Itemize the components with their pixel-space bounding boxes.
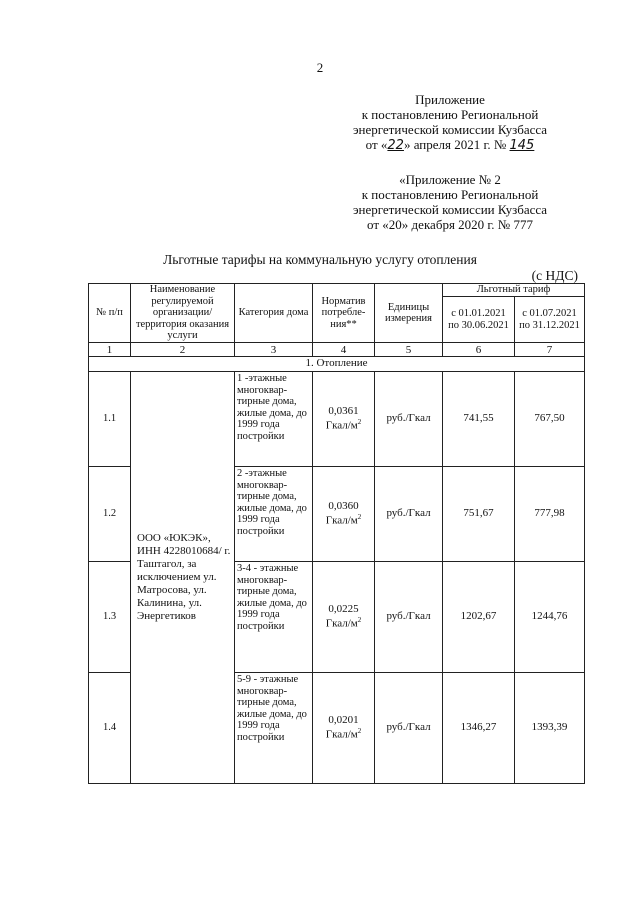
- tariff-period-2: 1393,39: [515, 673, 585, 784]
- unit-cell: руб./Гкал: [375, 467, 443, 562]
- tariff-period-1: 741,55: [443, 372, 515, 467]
- column-number: 5: [375, 343, 443, 357]
- norm-unit: Гкал/м: [325, 617, 358, 630]
- page-number: 2: [316, 60, 324, 75]
- annex2-line-3: энергетической комиссии Кузбасса: [352, 202, 548, 217]
- norm-unit: Гкал/м: [325, 419, 358, 432]
- annex-line-2: к постановлению Региональной: [361, 107, 539, 122]
- annex-line-3: энергетической комиссии Кузбасса: [352, 122, 548, 137]
- header-org: Наименование регулируемой организации/ территория оказания услуги: [131, 284, 235, 343]
- annex-date-mid: » апреля 2021 г. №: [403, 137, 507, 152]
- column-number: 6: [443, 343, 515, 357]
- norm-unit: Гкал/м: [325, 728, 358, 741]
- vat-note: (с НДС): [531, 268, 578, 283]
- section-row: [89, 357, 585, 372]
- unit-cell: руб./Гкал: [375, 562, 443, 673]
- annex2-line-2: к постановлению Региональной: [361, 187, 539, 202]
- column-number: 4: [313, 343, 375, 357]
- annex-line-1: Приложение: [415, 92, 485, 107]
- header-period-1: с 01.01.2021 по 30.06.2021: [443, 297, 515, 343]
- header-tariff-group: Льготный тариф: [443, 284, 585, 297]
- norm-value: 0,0360: [328, 499, 359, 512]
- norm-cell: 0,0201 Гкал/$м^2$: [313, 673, 375, 784]
- header-num: № п/п: [89, 284, 131, 343]
- norm-value: 0,0201: [328, 713, 359, 726]
- category-cell: 1 -этажные многоквар-тирные дома, жилые дома, до 1999 года постройки: [235, 372, 313, 467]
- norm-unit: Гкал/м: [325, 514, 358, 527]
- column-number: 2: [131, 343, 235, 357]
- document-title: Льготные тарифы на коммунальную услугу отопления: [163, 252, 477, 267]
- unit-cell: руб./Гкал: [375, 372, 443, 467]
- tariff-period-2: 777,98: [515, 467, 585, 562]
- norm-cell: 0,0225 Гкал/$м^2$: [313, 562, 375, 673]
- tariff-period-1: 751,67: [443, 467, 515, 562]
- section-title: 1. Отопление: [89, 357, 585, 372]
- annex2-line-1: «Приложение № 2: [399, 172, 501, 187]
- norm-cell: 0,0360 Гкал/$м^2$: [313, 467, 375, 562]
- tariff-table: [88, 283, 585, 784]
- tariff-period-2: 767,50: [515, 372, 585, 467]
- row-num: 1.2: [89, 467, 131, 562]
- annex2-header: [320, 172, 580, 232]
- annex-date-day: 22: [387, 138, 404, 153]
- row-num: 1.1: [89, 372, 131, 467]
- annex-date-number: 145: [509, 138, 535, 153]
- column-number: 1: [89, 343, 131, 357]
- tariff-period-1: 1202,67: [443, 562, 515, 673]
- norm-cell: 0,0361 Гкал/$м^2$: [313, 372, 375, 467]
- annex-date-prefix: от «: [365, 137, 388, 152]
- row-num: 1.4: [89, 673, 131, 784]
- header-units: Единицы измерения: [375, 284, 443, 343]
- tariff-period-1: 1346,27: [443, 673, 515, 784]
- organization-cell: ООО «ЮКЭК», ИНН 4228010684/ г. Таштагол, за исключением ул. Матросова, ул. Калинина, ул. Энергетиков: [131, 372, 235, 784]
- category-cell: 3-4 - этажные многоквар-тирные дома, жилые дома, до 1999 года постройки: [235, 562, 313, 673]
- column-number: 7: [515, 343, 585, 357]
- column-number-row: [89, 343, 585, 357]
- annex-date-line: [320, 137, 580, 153]
- annex-header: [320, 92, 580, 153]
- column-number: 3: [235, 343, 313, 357]
- row-num: 1.3: [89, 562, 131, 673]
- table-row: [89, 372, 585, 467]
- norm-value: 0,0225: [328, 602, 359, 615]
- header-category: Категория дома: [235, 284, 313, 343]
- annex2-line-4: от «20» декабря 2020 г. № 777: [367, 217, 533, 232]
- header-norm: Норматив потребле-ния**: [313, 284, 375, 343]
- header-period-2: с 01.07.2021 по 31.12.2021: [515, 297, 585, 343]
- unit-cell: руб./Гкал: [375, 673, 443, 784]
- norm-value: 0,0361: [328, 404, 359, 417]
- header-row-1: [89, 284, 585, 297]
- category-cell: 2 -этажные многоквар-тирные дома, жилые дома, до 1999 года постройки: [235, 467, 313, 562]
- category-cell: 5-9 - этажные многоквар-тирные дома, жилые дома, до 1999 года постройки: [235, 673, 313, 784]
- tariff-period-2: 1244,76: [515, 562, 585, 673]
